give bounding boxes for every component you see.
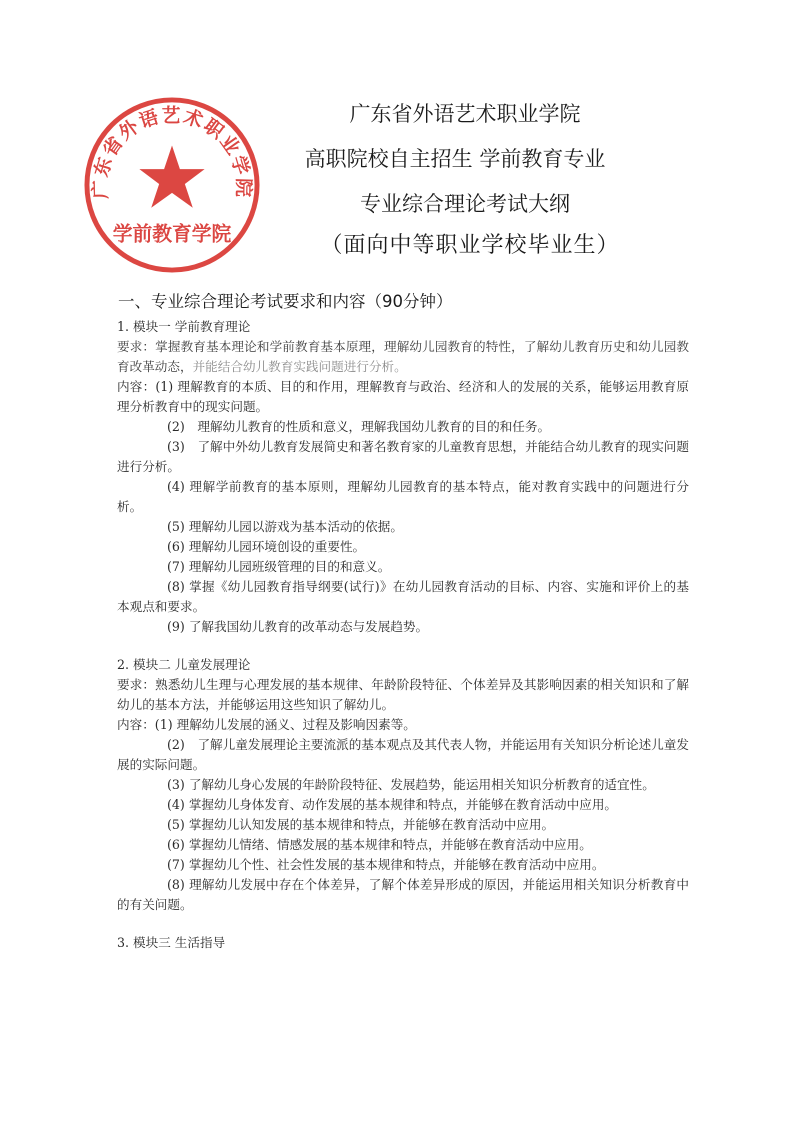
module-2-item: (5) 掌握幼儿认知发展的基本规律和特点，并能够在教育活动中应用。 [167, 817, 555, 832]
module-1-item: (6) 理解幼儿园环境创设的重要性。 [167, 539, 366, 554]
module-2-item: (4) 掌握幼儿身体发育、动作发展的基本规律和特点，并能够在教育活动中应用。 [167, 797, 618, 812]
module-2-item: (2) 了解儿童发展理论主要流派的基本观点及其代表人物，并能运用有关知识分析论述儿童发展的实际问题。 [117, 737, 689, 772]
module-2-content-intro: 内容：(1) 理解幼儿发展的涵义、过程及影响因素等。 [117, 717, 416, 732]
module-1-title: 1. 模块一 学前教育理论 [117, 319, 251, 334]
title-line-2: 高职院校自主招生 学前教育专业 [304, 147, 606, 171]
module-1-item: (9) 了解我国幼儿教育的改革动态与发展趋势。 [167, 619, 429, 634]
module-2-item: (7) 掌握幼儿个性、社会性发展的基本规律和特点，并能够在教育活动中应用。 [167, 857, 605, 872]
official-seal-stamp [83, 96, 261, 274]
module-2-item: (3) 了解幼儿身心发展的年龄阶段特征、发展趋势，能运用相关知识分析教育的适宜性。 [167, 777, 655, 792]
section-gap [117, 637, 689, 655]
module-1-item: (8) 掌握《幼儿园教育指导纲要(试行)》在幼儿园教育活动的目标、内容、实施和评价上的基本观点和要求。 [117, 579, 689, 614]
title-line-3: 专业综合理论考试大纲 [360, 192, 570, 216]
document-body [117, 317, 689, 953]
module-1-item: (7) 理解幼儿园班级管理的目的和意义。 [167, 559, 391, 574]
seal-star-icon [139, 145, 204, 207]
section-heading: 一、专业综合理论考试要求和内容（90分钟） [118, 292, 453, 311]
title-line-4: （面向中等职业学校毕业生） [320, 233, 620, 258]
module-2-requirement: 要求：熟悉幼儿生理与心理发展的基本规律、年龄阶段特征、个体差异及其影响因素的相关知识和了解幼儿的基本方法，并能够运用这些知识了解幼儿。 [117, 677, 689, 712]
module-2-item: (6) 掌握幼儿情绪、情感发展的基本规律和特点，并能够在教育活动中应用。 [167, 837, 592, 852]
module-1-requirement [117, 337, 689, 377]
seal-ring-text: 广东省外语艺术职业学院 [90, 105, 254, 200]
module-1-item: (2) 理解幼儿教育的性质和意义，理解我国幼儿教育的目的和任务。 [167, 419, 551, 434]
document-title [255, 100, 675, 260]
module-1-content-intro: 内容：(1) 理解教育的本质、目的和作用，理解教育与政治、经济和人的发展的关系，能够运用教育原理分析教育中的现实问题。 [117, 379, 689, 414]
module-1-item: (4) 理解学前教育的基本原则，理解幼儿园教育的基本特点，能对教育实践中的问题进行分析。 [117, 479, 689, 514]
module-2-item: (8) 理解幼儿发展中存在个体差异，了解个体差异形成的原因，并能运用相关知识分析教育中的有关问题。 [117, 877, 689, 912]
module-1-requirement-faded: 并能结合幼儿教育实践问题进行分析。 [192, 359, 407, 374]
section-gap [117, 915, 689, 933]
module-1-requirement-text: 要求：掌握教育基本理论和学前教育基本原理，理解幼儿园教育的特性，了解幼儿教育历史和幼儿园教育改革动态， [117, 339, 689, 374]
module-1-item: (3) 了解中外幼儿教育发展简史和著名教育家的儿童教育思想，并能结合幼儿教育的现实问题进行分析。 [117, 439, 689, 474]
title-line-1: 广东省外语艺术职业学院 [349, 102, 581, 126]
module-3-title: 3. 模块三 生活指导 [117, 935, 226, 950]
module-2-title: 2. 模块二 儿童发展理论 [117, 657, 251, 672]
module-1-item: (5) 理解幼儿园以游戏为基本活动的依据。 [167, 519, 403, 534]
seal-bottom-text: 学前教育学院 [112, 222, 232, 246]
